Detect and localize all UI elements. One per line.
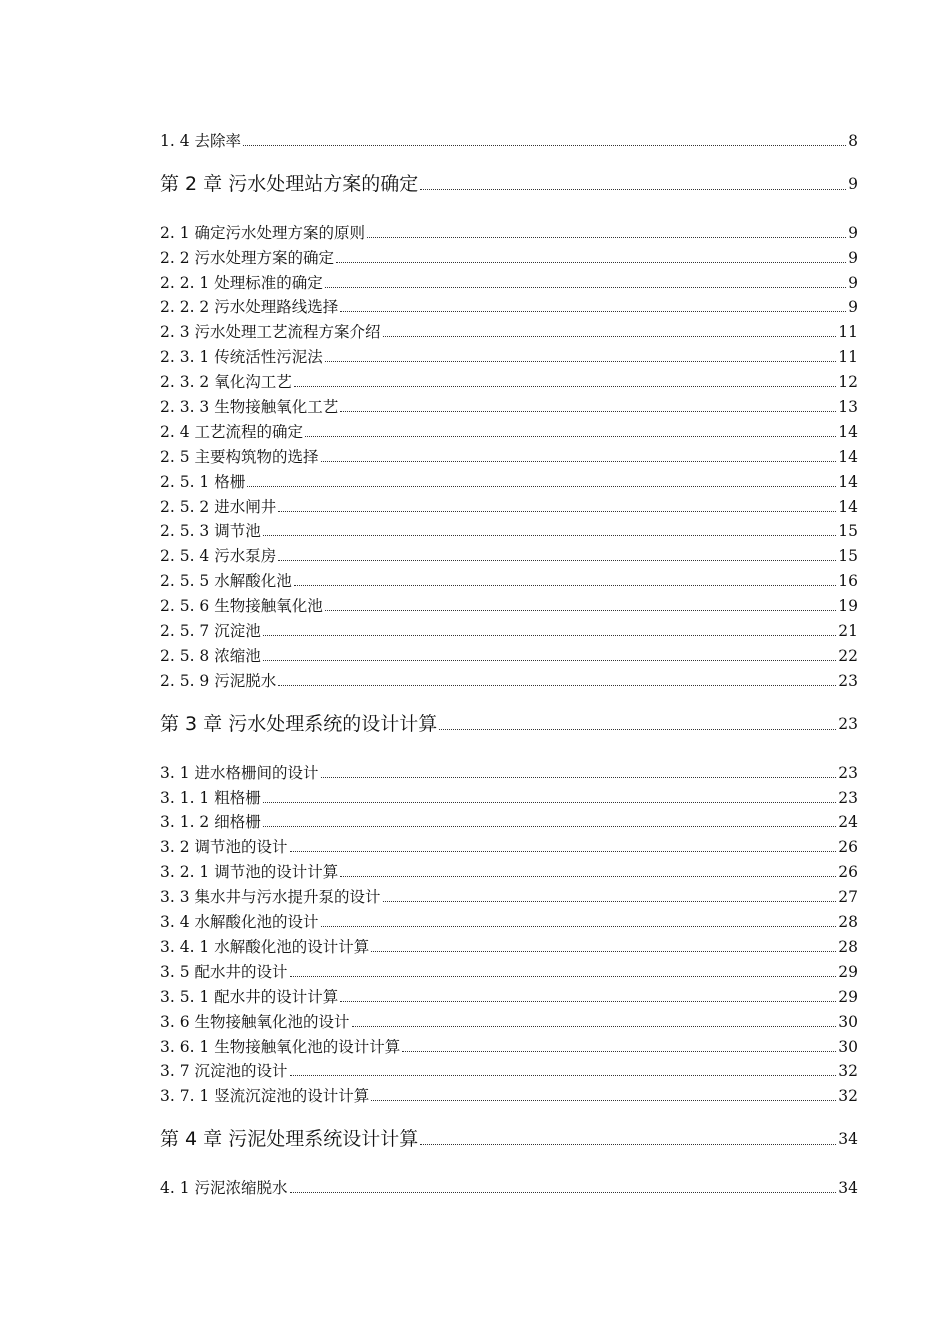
toc-page-number: 27 xyxy=(838,888,858,907)
toc-entry[interactable] xyxy=(160,342,858,367)
toc-entry-title: 2. 2. 2 污水处理路线选择 xyxy=(160,298,339,317)
toc-page-number: 15 xyxy=(838,547,858,566)
toc-page-number: 22 xyxy=(838,646,858,665)
toc-entry-title: 3. 7 沉淀池的设计 xyxy=(160,1062,288,1081)
toc-dot-leader xyxy=(290,976,837,977)
toc-dot-leader xyxy=(367,237,846,238)
toc-chapter-entry[interactable] xyxy=(160,1126,858,1152)
toc-dot-leader xyxy=(243,145,846,146)
toc-dot-leader xyxy=(325,361,837,362)
toc-entry[interactable] xyxy=(160,517,858,542)
toc-entry-title: 2. 5. 5 水解酸化池 xyxy=(160,572,292,591)
toc-page-number: 9 xyxy=(848,174,858,193)
toc-page-number: 23 xyxy=(838,671,858,690)
toc-entry[interactable] xyxy=(160,1173,858,1198)
toc-entry-title: 2. 5. 4 污水泵房 xyxy=(160,547,277,566)
toc-entry-title: 2. 5. 9 污泥脱水 xyxy=(160,671,277,690)
toc-entry-title: 3. 6 生物接触氧化池的设计 xyxy=(160,1012,350,1031)
toc-chapter-entry[interactable] xyxy=(160,171,858,197)
toc-page-number: 21 xyxy=(838,622,858,641)
toc-page-number: 13 xyxy=(838,398,858,417)
toc-dot-leader xyxy=(336,262,846,263)
toc-entry-title: 3. 3 集水井与污水提升泵的设计 xyxy=(160,888,381,907)
toc-entry[interactable] xyxy=(160,857,858,882)
toc-dot-leader xyxy=(290,851,837,852)
toc-page-number: 9 xyxy=(848,273,858,292)
toc-entry[interactable] xyxy=(160,641,858,666)
toc-entry[interactable] xyxy=(160,1057,858,1082)
toc-dot-leader xyxy=(325,610,837,611)
toc-entry-title: 第 4 章 污泥处理系统设计计算 xyxy=(160,1128,419,1151)
toc-dot-leader xyxy=(420,1144,836,1145)
toc-dot-leader xyxy=(278,685,836,686)
toc-dot-leader xyxy=(439,729,836,730)
toc-page-number: 32 xyxy=(838,1062,858,1081)
toc-entry[interactable] xyxy=(160,1032,858,1057)
toc-entry-title: 2. 3. 1 传统活性污泥法 xyxy=(160,348,323,367)
toc-entry-title: 3. 7. 1 竖流沉淀池的设计计算 xyxy=(160,1087,370,1106)
toc-page-number: 29 xyxy=(838,962,858,981)
toc-dot-leader xyxy=(294,585,837,586)
toc-dot-leader xyxy=(371,951,836,952)
toc-dot-leader xyxy=(263,826,837,827)
toc-entry[interactable] xyxy=(160,808,858,833)
toc-page-number: 34 xyxy=(838,1179,858,1198)
toc-page-number: 23 xyxy=(838,714,858,733)
toc-page-number: 8 xyxy=(848,131,858,150)
toc-entry[interactable] xyxy=(160,541,858,566)
toc-entry-title: 2. 5. 7 沉淀池 xyxy=(160,622,261,641)
toc-entry-title: 第 3 章 污水处理系统的设计计算 xyxy=(160,712,438,735)
toc-chapter-entry[interactable] xyxy=(160,711,858,737)
toc-page-number: 28 xyxy=(838,913,858,932)
toc-dot-leader xyxy=(294,386,837,387)
toc-page-number: 32 xyxy=(838,1087,858,1106)
toc-page-number: 24 xyxy=(838,813,858,832)
toc-dot-leader xyxy=(371,1100,836,1101)
toc-dot-leader xyxy=(383,336,837,337)
toc-page-number: 15 xyxy=(838,522,858,541)
toc-dot-leader xyxy=(352,1026,837,1027)
toc-page-number: 23 xyxy=(838,763,858,782)
toc-page-number: 30 xyxy=(838,1037,858,1056)
toc-entry[interactable] xyxy=(160,1081,858,1106)
toc-entry-title: 2. 4 工艺流程的确定 xyxy=(160,422,304,441)
toc-entry[interactable] xyxy=(160,417,858,442)
toc-entry-title: 1. 4 去除率 xyxy=(160,131,242,150)
toc-entry[interactable] xyxy=(160,392,858,417)
toc-dot-leader xyxy=(402,1051,836,1052)
toc-dot-leader xyxy=(340,876,836,877)
toc-page-number: 23 xyxy=(838,788,858,807)
toc-entry-title: 3. 4 水解酸化池的设计 xyxy=(160,913,319,932)
toc-page-number: 12 xyxy=(838,373,858,392)
toc-entry[interactable] xyxy=(160,982,858,1007)
toc-page-number: 9 xyxy=(848,248,858,267)
toc-dot-leader xyxy=(263,660,837,661)
toc-dot-leader xyxy=(420,189,846,190)
toc-entry-title: 3. 4. 1 水解酸化池的设计计算 xyxy=(160,937,370,956)
toc-dot-leader xyxy=(340,1001,836,1002)
toc-entry-title: 2. 3 污水处理工艺流程方案介绍 xyxy=(160,323,381,342)
toc-entry-title: 3. 2. 1 调节池的设计计算 xyxy=(160,863,339,882)
toc-entry[interactable] xyxy=(160,882,858,907)
toc-page-number: 14 xyxy=(838,447,858,466)
toc-dot-leader xyxy=(340,311,846,312)
toc-entry[interactable] xyxy=(160,467,858,492)
toc-entry-title: 3. 2 调节池的设计 xyxy=(160,838,288,857)
toc-entry[interactable] xyxy=(160,783,858,808)
toc-entry-title: 3. 1. 1 粗格栅 xyxy=(160,788,261,807)
toc-page-number: 26 xyxy=(838,863,858,882)
toc-entry[interactable] xyxy=(160,932,858,957)
toc-entry[interactable] xyxy=(160,218,858,243)
toc-entry-title: 3. 5 配水井的设计 xyxy=(160,962,288,981)
toc-entry[interactable] xyxy=(160,566,858,591)
toc-entry[interactable] xyxy=(160,243,858,268)
toc-entry-title: 2. 2 污水处理方案的确定 xyxy=(160,248,335,267)
toc-dot-leader xyxy=(290,1192,837,1193)
toc-entry[interactable] xyxy=(160,442,858,467)
toc-entry-title: 2. 5. 8 浓缩池 xyxy=(160,646,261,665)
toc-entry-title: 第 2 章 污水处理站方案的确定 xyxy=(160,172,419,195)
toc-entry[interactable] xyxy=(160,268,858,293)
toc-dot-leader xyxy=(263,535,837,536)
toc-entry-title: 3. 6. 1 生物接触氧化池的设计计算 xyxy=(160,1037,401,1056)
toc-page-number: 14 xyxy=(838,497,858,516)
toc-entry[interactable] xyxy=(160,957,858,982)
toc-dot-leader xyxy=(383,901,837,902)
toc-entry-title: 2. 5. 3 调节池 xyxy=(160,522,261,541)
toc-page-number: 14 xyxy=(838,472,858,491)
toc-entry-title: 4. 1 污泥浓缩脱水 xyxy=(160,1179,288,1198)
toc-entry-title: 2. 1 确定污水处理方案的原则 xyxy=(160,223,366,242)
toc-entry[interactable] xyxy=(160,832,858,857)
toc-dot-leader xyxy=(278,560,836,561)
toc-entry[interactable] xyxy=(160,1007,858,1032)
toc-entry[interactable] xyxy=(160,616,858,641)
toc-page-number: 29 xyxy=(838,987,858,1006)
toc-entry-title: 2. 3. 2 氧化沟工艺 xyxy=(160,373,292,392)
toc-entry[interactable] xyxy=(160,907,858,932)
toc-page-number: 30 xyxy=(838,1012,858,1031)
toc-dot-leader xyxy=(247,486,836,487)
toc-dot-leader xyxy=(263,802,837,803)
toc-page-number: 9 xyxy=(848,223,858,242)
toc-entry-title: 3. 1 进水格栅间的设计 xyxy=(160,763,319,782)
toc-entry[interactable] xyxy=(160,492,858,517)
toc-entry-title: 3. 1. 2 细格栅 xyxy=(160,813,261,832)
toc-entry[interactable] xyxy=(160,591,858,616)
toc-dot-leader xyxy=(278,511,836,512)
toc-page-number: 19 xyxy=(838,597,858,616)
toc-dot-leader xyxy=(321,461,837,462)
toc-entry-title: 2. 3. 3 生物接触氧化工艺 xyxy=(160,398,339,417)
toc-dot-leader xyxy=(325,287,846,288)
toc-entry-title: 2. 2. 1 处理标准的确定 xyxy=(160,273,323,292)
toc-entry-title: 2. 5. 2 进水闸井 xyxy=(160,497,277,516)
toc-page-number: 28 xyxy=(838,937,858,956)
toc-dot-leader xyxy=(340,411,836,412)
toc-page-number: 14 xyxy=(838,422,858,441)
toc-page-number: 11 xyxy=(838,323,858,342)
toc-dot-leader xyxy=(305,436,836,437)
toc-entry-title: 2. 5. 6 生物接触氧化池 xyxy=(160,597,323,616)
toc-dot-leader xyxy=(321,926,837,927)
table-of-contents xyxy=(160,126,858,1198)
toc-dot-leader xyxy=(290,1075,837,1076)
toc-entry[interactable] xyxy=(160,367,858,392)
toc-dot-leader xyxy=(263,635,837,636)
toc-page-number: 9 xyxy=(848,298,858,317)
toc-entry[interactable] xyxy=(160,317,858,342)
toc-dot-leader xyxy=(321,777,837,778)
toc-entry[interactable] xyxy=(160,126,858,151)
toc-page-number: 34 xyxy=(838,1130,858,1149)
toc-entry-title: 2. 5. 1 格栅 xyxy=(160,472,246,491)
toc-entry-title: 3. 5. 1 配水井的设计计算 xyxy=(160,987,339,1006)
toc-entry[interactable] xyxy=(160,293,858,318)
toc-entry-title: 2. 5 主要构筑物的选择 xyxy=(160,447,319,466)
toc-page-number: 26 xyxy=(838,838,858,857)
toc-entry[interactable] xyxy=(160,666,858,691)
toc-page-number: 11 xyxy=(838,348,858,367)
toc-page-number: 16 xyxy=(838,572,858,591)
toc-entry[interactable] xyxy=(160,758,858,783)
